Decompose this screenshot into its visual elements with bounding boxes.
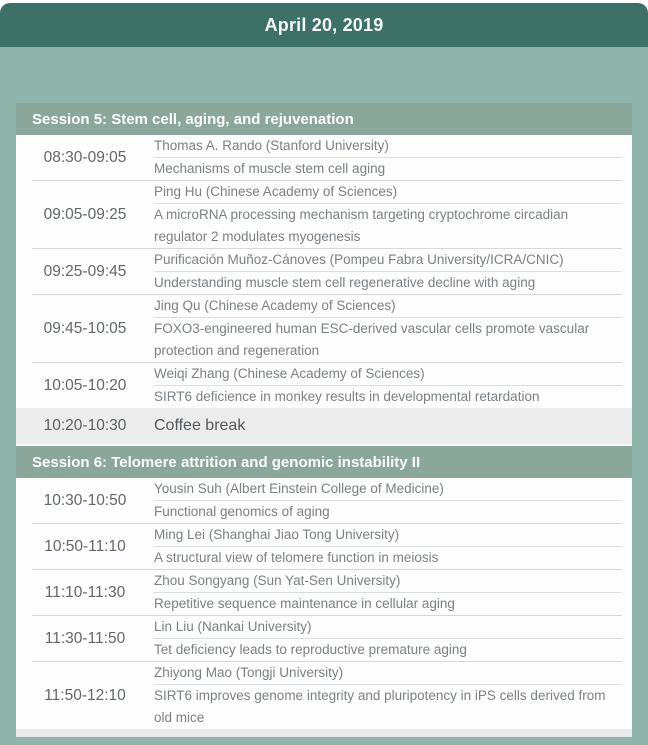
session-6-title: Session 6: Telomere attrition and genomic instability II [32, 453, 421, 471]
session-5-table [16, 135, 632, 446]
speaker-cell: Zhou Songyang (Sun Yat-Sen University) [154, 570, 622, 593]
session-row [16, 249, 632, 294]
content-cell [154, 249, 632, 294]
time-cell: 08:30-09:05 [43, 148, 127, 166]
speaker-cell: Weiqi Zhang (Chinese Academy of Sciences) [154, 363, 622, 386]
date-title: April 20, 2019 [264, 14, 384, 35]
time-cell: 11:10-11:30 [44, 583, 126, 601]
content-cell [154, 295, 632, 362]
content-cell [154, 524, 632, 569]
session-5-title: Session 5: Stem cell, aging, and rejuvenation [32, 110, 354, 128]
content-cell [154, 135, 632, 180]
session-5-header [16, 103, 632, 135]
content-cell [154, 478, 632, 523]
talk-cell: Tet deficiency leads to reproductive premature aging [154, 642, 467, 657]
session-row [16, 295, 632, 362]
speaker-cell: Purificación Muñoz-Cánoves (Pompeu Fabra University/ICRA/CNIC) [154, 249, 622, 272]
talk-cell: SIRT6 deficience in monkey results in developmental retardation [154, 389, 540, 404]
time-cell: 09:05-09:25 [43, 205, 127, 223]
date-header [0, 3, 648, 47]
session-row [16, 616, 632, 661]
time-cell: 11:30-11:50 [44, 629, 126, 647]
talk-cell: Mechanisms of muscle stem cell aging [154, 161, 386, 176]
time-cell: 10:05-10:20 [43, 376, 127, 394]
talk-cell: A structural view of telomere function in meiosis [154, 550, 439, 565]
session-row [16, 524, 632, 569]
content-cell [154, 181, 632, 248]
talk-cell: Functional genomics of aging [154, 504, 330, 519]
speaker-cell: Zhiyong Mao (Tongji University) [154, 662, 622, 685]
session-row [16, 478, 632, 523]
speaker-cell: Jing Qu (Chinese Academy of Sciences) [154, 295, 622, 318]
time-cell: 10:30-10:50 [43, 491, 127, 509]
talk-cell: FOXO3-engineered human ESC-derived vascular cells promote vascular protection and regeneration [154, 321, 590, 358]
talk-cell: Understanding muscle stem cell regenerative decline with aging [154, 275, 536, 290]
time-cell: 09:25-09:45 [43, 262, 127, 280]
session-row [16, 570, 632, 615]
talk-cell: A microRNA processing mechanism targeting cryptochrome circadian regulator 2 modulates myogenesis [154, 207, 569, 244]
talk-cell: SIRT6 improves genome integrity and pluripotency in iPS cells derived from old mice [154, 688, 606, 725]
session-row [16, 181, 632, 248]
time-cell: 10:20-10:30 [43, 417, 127, 434]
speaker-cell: Ping Hu (Chinese Academy of Sciences) [154, 181, 622, 204]
time-cell: 10:50-11:10 [44, 537, 126, 555]
content-cell [154, 616, 632, 661]
session-row [16, 135, 632, 180]
speaker-cell: Thomas A. Rando (Stanford University) [154, 135, 622, 158]
session-6-table [16, 478, 632, 737]
speaker-cell: Ming Lei (Shanghai Jiao Tong University) [154, 524, 622, 547]
content-cell [154, 363, 632, 408]
talk-cell: Repetitive sequence maintenance in cellular aging [154, 596, 455, 611]
break-label: Coffee break [154, 417, 246, 434]
time-cell: 09:45-10:05 [43, 319, 127, 337]
session-6-header [16, 446, 632, 478]
content-cell [154, 662, 632, 729]
content-cell [154, 570, 632, 615]
coffee-break-row [16, 408, 632, 444]
time-cell: 11:50-12:10 [44, 686, 126, 704]
schedule-frame [0, 47, 648, 745]
session-row [16, 662, 632, 729]
session-row [16, 363, 632, 408]
speaker-cell: Lin Liu (Nankai University) [154, 616, 622, 639]
speaker-cell: Yousin Suh (Albert Einstein College of Medicine) [154, 478, 622, 501]
cutoff-next-row [16, 729, 632, 737]
